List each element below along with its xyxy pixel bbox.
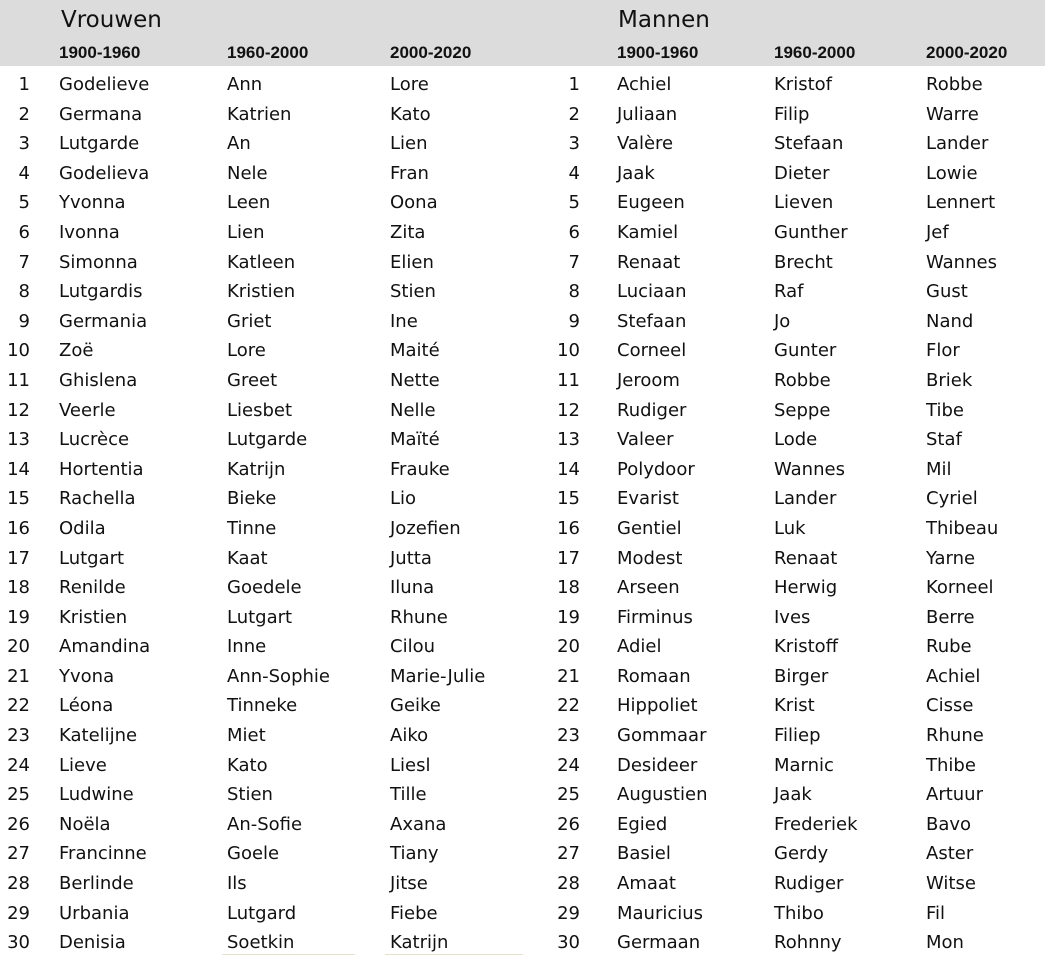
vrouwen-rank: 23 (7, 725, 30, 747)
mannen-name-1960-2000: Frederiek (774, 813, 858, 835)
mannen-name-1900-1960: Valère (617, 133, 674, 155)
mannen-name-1960-2000: Jo (774, 310, 791, 332)
mannen-rank: 15 (557, 488, 580, 510)
mannen-name-2000-2020: Nand (926, 310, 974, 332)
table-row (0, 632, 1045, 662)
table-row (0, 218, 1045, 248)
vrouwen-rank: 19 (7, 606, 30, 628)
mannen-name-2000-2020: Cyriel (926, 488, 978, 510)
mannen-name-2000-2020: Rhune (926, 725, 984, 747)
vrouwen-rank: 9 (18, 310, 30, 332)
mannen-rank: 19 (557, 606, 580, 628)
table-row (0, 573, 1045, 603)
vrouwen-name-2000-2020: Nette (390, 369, 440, 391)
mannen-name-1900-1960: Eugeen (617, 192, 685, 214)
mannen-period-2: 1960-2000 (774, 43, 856, 62)
vrouwen-name-1960-2000: Stien (227, 784, 273, 806)
table-row (0, 484, 1045, 514)
mannen-name-1960-2000: Lode (774, 429, 818, 451)
mannen-name-2000-2020: Tibe (926, 399, 964, 421)
vrouwen-name-1900-1960: Lutgart (59, 547, 125, 569)
vrouwen-rank: 27 (7, 843, 30, 865)
vrouwen-name-2000-2020: Elien (390, 251, 434, 273)
vrouwen-name-2000-2020: Lore (390, 74, 429, 95)
mannen-name-1960-2000: Herwig (774, 577, 838, 599)
mannen-name-2000-2020: Flor (926, 340, 960, 362)
vrouwen-name-1900-1960: Lutgarde (59, 133, 140, 155)
table-row (0, 396, 1045, 426)
vrouwen-name-1960-2000: Kaat (227, 547, 268, 569)
mannen-name-1900-1960: Rudiger (617, 399, 687, 421)
vrouwen-name-1900-1960: Urbania (59, 902, 130, 924)
cell-underline (385, 954, 523, 955)
mannen-name-1900-1960: Jeroom (617, 369, 680, 391)
mannen-name-2000-2020: Thibe (926, 754, 976, 776)
mannen-rank: 29 (557, 902, 580, 924)
vrouwen-rank: 7 (18, 251, 30, 273)
vrouwen-name-1960-2000: Lutgart (227, 606, 293, 628)
table-row (0, 691, 1045, 721)
vrouwen-name-1960-2000: Miet (227, 725, 266, 747)
cell-underline (222, 954, 355, 955)
vrouwen-rank: 2 (18, 103, 30, 125)
vrouwen-rank: 10 (7, 340, 30, 362)
vrouwen-name-2000-2020: Rhune (390, 606, 448, 628)
mannen-name-1900-1960: Hippoliet (617, 695, 698, 717)
mannen-period-1: 1900-1960 (617, 43, 699, 62)
mannen-name-1900-1960: Gentiel (617, 517, 682, 539)
vrouwen-name-2000-2020: Jutta (390, 547, 432, 569)
mannen-name-2000-2020: Wannes (926, 251, 997, 273)
mannen-name-2000-2020: Mil (926, 458, 952, 480)
vrouwen-name-2000-2020: Jitse (390, 873, 428, 895)
mannen-name-1900-1960: Valeer (617, 429, 674, 451)
mannen-period-3: 2000-2020 (926, 43, 1008, 62)
vrouwen-name-1900-1960: Francinne (59, 843, 147, 865)
mannen-name-2000-2020: Lennert (926, 192, 996, 214)
vrouwen-name-1900-1960: Germana (59, 103, 143, 125)
vrouwen-name-2000-2020: Fiebe (390, 902, 438, 924)
vrouwen-name-1900-1960: Zoë (59, 340, 94, 362)
mannen-rank: 25 (557, 784, 580, 806)
mannen-rank: 11 (557, 369, 580, 391)
mannen-name-2000-2020: Bavo (926, 813, 972, 835)
mannen-name-1900-1960: Adiel (617, 636, 662, 658)
mannen-rank: 22 (557, 695, 580, 717)
vrouwen-rank: 11 (7, 369, 30, 391)
mannen-name-2000-2020: Jef (926, 221, 949, 243)
vrouwen-name-1960-2000: Bieke (227, 488, 277, 510)
vrouwen-name-1900-1960: Ivonna (59, 221, 120, 243)
vrouwen-name-1900-1960: Renilde (59, 577, 126, 599)
vrouwen-period-1: 1900-1960 (59, 43, 141, 62)
vrouwen-name-2000-2020: Nelle (390, 399, 436, 421)
mannen-name-1960-2000: Seppe (774, 399, 831, 421)
mannen-name-1960-2000: Rudiger (774, 873, 844, 895)
mannen-name-1960-2000: Lander (774, 488, 837, 510)
mannen-name-2000-2020: Warre (926, 103, 979, 125)
vrouwen-period-2: 1960-2000 (227, 43, 309, 62)
vrouwen-name-1960-2000: Liesbet (227, 399, 293, 421)
mannen-rank: 20 (557, 636, 580, 658)
vrouwen-name-1960-2000: Katrien (227, 103, 292, 125)
mannen-rank: 14 (557, 458, 580, 480)
table-row (0, 899, 1045, 929)
vrouwen-name-1960-2000: Greet (227, 369, 278, 391)
mannen-name-1900-1960: Desideer (617, 754, 698, 776)
vrouwen-name-2000-2020: Lien (390, 133, 428, 155)
mannen-name-2000-2020: Briek (926, 369, 973, 391)
table-row (0, 603, 1045, 633)
vrouwen-name-2000-2020: Iluna (390, 577, 435, 599)
vrouwen-name-1960-2000: Katleen (227, 251, 296, 273)
vrouwen-rank: 17 (7, 547, 30, 569)
mannen-name-1960-2000: Rohnny (774, 932, 842, 954)
vrouwen-name-2000-2020: Katrijn (390, 932, 449, 954)
table-row (0, 751, 1045, 781)
mannen-rank: 9 (568, 310, 580, 332)
mannen-name-2000-2020: Cisse (926, 695, 974, 717)
mannen-name-1900-1960: Kamiel (617, 221, 679, 243)
table-header (0, 0, 1045, 66)
vrouwen-name-1960-2000: Ann (227, 74, 263, 95)
mannen-rank: 24 (557, 754, 580, 776)
table-row (0, 336, 1045, 366)
vrouwen-name-1960-2000: Nele (227, 162, 268, 184)
table-row (0, 70, 1045, 100)
table-row (0, 869, 1045, 899)
table-row (0, 248, 1045, 278)
vrouwen-name-1900-1960: Yvona (59, 665, 115, 687)
mannen-name-2000-2020: Robbe (926, 74, 983, 95)
mannen-name-2000-2020: Thibeau (926, 517, 999, 539)
mannen-rank: 28 (557, 873, 580, 895)
vrouwen-name-1900-1960: Katelijne (59, 725, 138, 747)
vrouwen-name-2000-2020: Geike (390, 695, 441, 717)
mannen-name-1960-2000: Gunter (774, 340, 837, 362)
vrouwen-name-1960-2000: Ann-Sophie (227, 665, 330, 687)
mannen-name-1900-1960: Romaan (617, 665, 691, 687)
vrouwen-name-1900-1960: Godelieve (59, 74, 150, 95)
vrouwen-name-2000-2020: Fran (390, 162, 429, 184)
mannen-name-1960-2000: Kristoff (774, 636, 839, 658)
mannen-rank: 12 (557, 399, 580, 421)
vrouwen-rank: 6 (18, 221, 30, 243)
vrouwen-name-1900-1960: Simonna (59, 251, 138, 273)
table-row (0, 780, 1045, 810)
vrouwen-rank: 24 (7, 754, 30, 776)
mannen-name-1900-1960: Stefaan (617, 310, 687, 332)
table-row (0, 810, 1045, 840)
vrouwen-name-1960-2000: Inne (227, 636, 267, 658)
vrouwen-name-1960-2000: Lien (227, 221, 265, 243)
vrouwen-name-2000-2020: Stien (390, 281, 436, 303)
mannen-name-2000-2020: Fil (926, 902, 946, 924)
mannen-name-1960-2000: Luk (774, 517, 806, 539)
vrouwen-name-2000-2020: Zita (390, 221, 426, 243)
table-row (0, 544, 1045, 574)
mannen-name-2000-2020: Staf (926, 429, 962, 451)
mannen-name-1900-1960: Mauricius (617, 902, 704, 924)
mannen-rank: 21 (557, 665, 580, 687)
vrouwen-rank: 12 (7, 399, 30, 421)
mannen-name-1960-2000: Stefaan (774, 133, 844, 155)
mannen-name-2000-2020: Berre (926, 606, 975, 628)
vrouwen-name-2000-2020: Oona (390, 192, 438, 214)
mannen-name-1900-1960: Basiel (617, 843, 671, 865)
name-table (0, 70, 1045, 958)
vrouwen-rank: 21 (7, 665, 30, 687)
vrouwen-name-1900-1960: Ghislena (59, 369, 138, 391)
mannen-name-1900-1960: Evarist (617, 488, 679, 510)
vrouwen-name-1960-2000: An-Sofie (227, 813, 303, 835)
vrouwen-name-1960-2000: Lutgarde (227, 429, 308, 451)
mannen-name-2000-2020: Mon (926, 932, 964, 954)
mannen-rank: 8 (568, 281, 580, 303)
vrouwen-name-2000-2020: Frauke (390, 458, 450, 480)
mannen-name-1960-2000: Thibo (774, 902, 824, 924)
mannen-name-1900-1960: Germaan (617, 932, 701, 954)
mannen-title: Mannen (618, 7, 710, 33)
mannen-rank: 23 (557, 725, 580, 747)
vrouwen-name-2000-2020: Jozefien (390, 517, 461, 539)
vrouwen-name-1960-2000: Tinne (227, 517, 277, 539)
mannen-name-1900-1960: Amaat (617, 873, 676, 895)
vrouwen-rank: 15 (7, 488, 30, 510)
vrouwen-name-1900-1960: Ludwine (59, 784, 134, 806)
table-row (0, 129, 1045, 159)
table-row (0, 366, 1045, 396)
vrouwen-rank: 28 (7, 873, 30, 895)
mannen-rank: 3 (568, 133, 580, 155)
table-row (0, 662, 1045, 692)
vrouwen-name-1960-2000: Griet (227, 310, 272, 332)
vrouwen-title: Vrouwen (61, 7, 162, 33)
vrouwen-name-2000-2020: Lio (390, 488, 417, 510)
vrouwen-rank: 13 (7, 429, 30, 451)
mannen-name-1960-2000: Krist (774, 695, 815, 717)
mannen-name-1960-2000: Filip (774, 103, 810, 125)
mannen-name-1960-2000: Lieven (774, 192, 834, 214)
vrouwen-rank: 14 (7, 458, 30, 480)
mannen-name-1900-1960: Renaat (617, 251, 681, 273)
mannen-rank: 1 (568, 74, 580, 95)
mannen-name-1960-2000: Gerdy (774, 843, 829, 865)
vrouwen-name-1900-1960: Denisia (59, 932, 126, 954)
mannen-name-1960-2000: Marnic (774, 754, 834, 776)
table-row (0, 425, 1045, 455)
vrouwen-name-1900-1960: Yvonna (59, 192, 126, 214)
mannen-name-2000-2020: Rube (926, 636, 972, 658)
vrouwen-rank: 8 (18, 281, 30, 303)
mannen-name-2000-2020: Korneel (926, 577, 994, 599)
mannen-name-1900-1960: Polydoor (617, 458, 695, 480)
vrouwen-name-1900-1960: Hortentia (59, 458, 144, 480)
mannen-rank: 18 (557, 577, 580, 599)
vrouwen-name-2000-2020: Marie-Julie (390, 665, 486, 687)
table-row (0, 277, 1045, 307)
vrouwen-name-1900-1960: Germania (59, 310, 148, 332)
mannen-rank: 27 (557, 843, 580, 865)
vrouwen-name-2000-2020: Cilou (390, 636, 435, 658)
mannen-name-1960-2000: Birger (774, 665, 829, 687)
mannen-name-1900-1960: Gommaar (617, 725, 707, 747)
mannen-name-1900-1960: Firminus (617, 606, 693, 628)
table-row (0, 721, 1045, 751)
mannen-name-1960-2000: Ives (774, 606, 811, 628)
mannen-name-1960-2000: Jaak (774, 784, 812, 806)
mannen-rank: 17 (557, 547, 580, 569)
vrouwen-name-1900-1960: Godelieva (59, 162, 150, 184)
mannen-name-1960-2000: Renaat (774, 547, 838, 569)
vrouwen-name-1960-2000: Goedele (227, 577, 302, 599)
mannen-name-1960-2000: Dieter (774, 162, 830, 184)
vrouwen-name-2000-2020: Axana (390, 813, 447, 835)
mannen-rank: 7 (568, 251, 580, 273)
vrouwen-period-3: 2000-2020 (390, 43, 472, 62)
table-row (0, 839, 1045, 869)
mannen-name-2000-2020: Lowie (926, 162, 978, 184)
vrouwen-name-1960-2000: An (227, 133, 251, 155)
mannen-name-1900-1960: Augustien (617, 784, 708, 806)
table-row (0, 514, 1045, 544)
mannen-name-1900-1960: Arseen (617, 577, 680, 599)
mannen-rank: 13 (557, 429, 580, 451)
table-row (0, 188, 1045, 218)
mannen-name-1900-1960: Jaak (617, 162, 655, 184)
mannen-name-1900-1960: Achiel (617, 74, 672, 95)
vrouwen-rank: 5 (18, 192, 30, 214)
mannen-name-2000-2020: Lander (926, 133, 989, 155)
vrouwen-name-1900-1960: Berlinde (59, 873, 134, 895)
vrouwen-rank: 1 (18, 74, 30, 95)
mannen-name-2000-2020: Aster (926, 843, 974, 865)
vrouwen-name-1900-1960: Veerle (59, 399, 116, 421)
mannen-name-1900-1960: Luciaan (617, 281, 687, 303)
vrouwen-rank: 18 (7, 577, 30, 599)
mannen-name-2000-2020: Yarne (926, 547, 976, 569)
vrouwen-rank: 30 (7, 932, 30, 954)
mannen-name-2000-2020: Witse (926, 873, 976, 895)
mannen-name-1960-2000: Wannes (774, 458, 845, 480)
mannen-name-1960-2000: Gunther (774, 221, 848, 243)
table-row (0, 100, 1045, 130)
vrouwen-name-1960-2000: Ils (227, 873, 247, 895)
mannen-name-1960-2000: Brecht (774, 251, 833, 273)
vrouwen-name-2000-2020: Aiko (390, 725, 429, 747)
vrouwen-name-1900-1960: Odila (59, 517, 106, 539)
vrouwen-name-1960-2000: Soetkin (227, 932, 295, 954)
vrouwen-name-1900-1960: Lucrèce (59, 429, 130, 451)
vrouwen-name-1960-2000: Lutgard (227, 902, 297, 924)
mannen-rank: 6 (568, 221, 580, 243)
mannen-rank: 10 (557, 340, 580, 362)
mannen-name-1960-2000: Robbe (774, 369, 831, 391)
mannen-name-1960-2000: Raf (774, 281, 804, 303)
table-row (0, 307, 1045, 337)
mannen-name-1900-1960: Corneel (617, 340, 687, 362)
vrouwen-rank: 26 (7, 813, 30, 835)
table-row (0, 159, 1045, 189)
vrouwen-name-1900-1960: Noëla (59, 813, 111, 835)
vrouwen-name-1960-2000: Kato (227, 754, 268, 776)
mannen-rank: 4 (568, 162, 580, 184)
vrouwen-name-1900-1960: Lutgardis (59, 281, 143, 303)
vrouwen-name-2000-2020: Kato (390, 103, 431, 125)
vrouwen-name-1900-1960: Lieve (59, 754, 107, 776)
mannen-name-1900-1960: Modest (617, 547, 683, 569)
mannen-rank: 30 (557, 932, 580, 954)
vrouwen-rank: 20 (7, 636, 30, 658)
vrouwen-name-1900-1960: Léona (59, 695, 114, 717)
vrouwen-name-1960-2000: Goele (227, 843, 280, 865)
mannen-rank: 2 (568, 103, 580, 125)
mannen-rank: 5 (568, 192, 580, 214)
mannen-name-1900-1960: Egied (617, 813, 668, 835)
vrouwen-rank: 22 (7, 695, 30, 717)
vrouwen-name-1900-1960: Rachella (59, 488, 136, 510)
vrouwen-name-2000-2020: Tille (390, 784, 427, 806)
mannen-name-2000-2020: Artuur (926, 784, 983, 806)
vrouwen-rank: 25 (7, 784, 30, 806)
vrouwen-name-1960-2000: Lore (227, 340, 266, 362)
vrouwen-rank: 3 (18, 133, 30, 155)
vrouwen-rank: 29 (7, 902, 30, 924)
vrouwen-rank: 4 (18, 162, 30, 184)
vrouwen-name-2000-2020: Ine (390, 310, 418, 332)
mannen-rank: 26 (557, 813, 580, 835)
vrouwen-name-2000-2020: Maité (390, 340, 440, 362)
mannen-name-1960-2000: Kristof (774, 74, 832, 95)
vrouwen-name-2000-2020: Tiany (390, 843, 439, 865)
vrouwen-name-1960-2000: Tinneke (227, 695, 298, 717)
vrouwen-rank: 16 (7, 517, 30, 539)
vrouwen-name-1900-1960: Kristien (59, 606, 128, 628)
mannen-name-1960-2000: Filiep (774, 725, 821, 747)
mannen-name-1900-1960: Juliaan (617, 103, 678, 125)
mannen-rank: 16 (557, 517, 580, 539)
vrouwen-name-1960-2000: Kristien (227, 281, 296, 303)
table-row (0, 455, 1045, 485)
vrouwen-name-1960-2000: Leen (227, 192, 271, 214)
mannen-name-2000-2020: Achiel (926, 665, 981, 687)
mannen-name-2000-2020: Gust (926, 281, 968, 303)
vrouwen-name-2000-2020: Maïté (390, 429, 440, 451)
vrouwen-name-1960-2000: Katrijn (227, 458, 286, 480)
vrouwen-name-2000-2020: Liesl (390, 754, 431, 776)
vrouwen-name-1900-1960: Amandina (59, 636, 151, 658)
